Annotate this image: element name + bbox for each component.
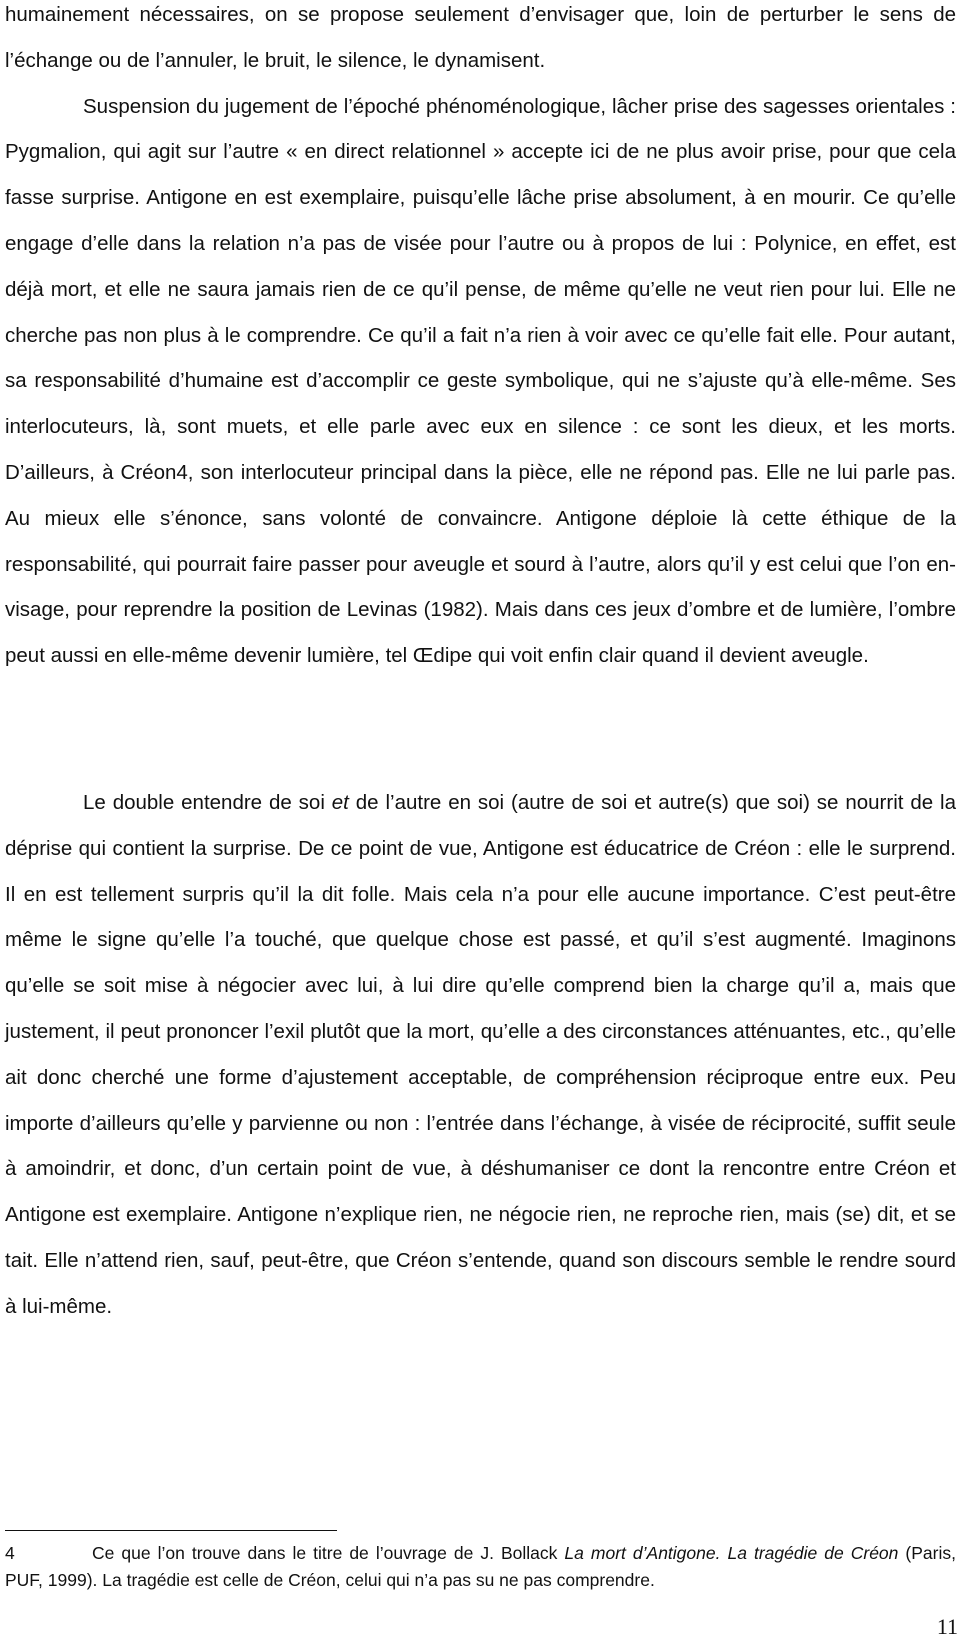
paragraph-2-part-2: de l’autre en soi (autre de soi et autre(s) que soi) se nourrit de la déprise qui contient la surprise. De ce point de vue, Antigone est éducatrice de Créon : elle le surprend. Il en est tellement surpris qu’il la dit folle. Mais cela n’a pour elle aucune importance. C’est peut-être même le signe qu’elle l’a touché, que quelque chose est passé, et qu’il s’est augmenté. Imaginons qu’elle se soit mise à négocier avec lui, à lui dire qu’elle comprend bien la charge qu’il a, mais que justement, il peut prononcer l’exil plutôt que la mort, qu’elle a des circonstances atténuantes, etc., qu’elle ait donc cherché une forme d’ajustement acceptable, de compréhension réciproque entre eux. Peu importe d’ailleurs qu’elle y parvienne ou non : l’entrée dans l’échange, à visée de réciprocité, suffit seule à amoindrir, et donc, d’un certain point de vue, à déshumaniser ce dont la rencontre entre Créon et Antigone est exemplaire. Antigone n’explique rien, ne négocie rien, ne reproche rien, mais (se) dit, et se tait. Elle n’attend rien, sauf, peut-être, que Créon s’entende, quand son discours semble le rendre sourd à lui-même. [5, 791, 956, 1318]
footnote [5, 1540, 956, 1594]
paragraph-1-body [5, 84, 956, 679]
paragraph-2-emphasis: et [331, 791, 349, 814]
paragraph-1-lead [5, 0, 956, 84]
page-number: 11 [936, 1614, 958, 1639]
paragraph-2-part-1: Le double entendre de soi [83, 791, 332, 814]
paragraph-2 [5, 780, 956, 1330]
paragraph-1-text-after-note: , son interlocuteur principal dans la pièce, elle ne répond pas. Elle ne lui parle pas. Au mieux elle s’énonce, sans volonté de convaincre. Antigone déploie là cette éthique de la responsabilité, qui pourrait faire passer pour aveugle et sourd à l’autre, alors qu’il y est celui que l’on en-visage, pour reprendre la position de Levinas (1982). Mais dans ces jeux d’ombre et de lumière, l’ombre peut aussi en elle-même devenir lumière, tel Œdipe qui voit enfin clair quand il devient aveugle. [5, 460, 957, 668]
footnote-text-after: (Paris, PUF, 1999). La tragédie est celle de Créon, celui qui n’a pas su ne pas comprendre. [5, 1543, 956, 1590]
footnote-separator [5, 1530, 337, 1531]
footnote-book-title: La mort d’Antigone. La tragédie de Créon [564, 1543, 899, 1563]
footnote-text-before: Ce que l’on trouve dans le titre de l’ouvrage de J. Bollack [92, 1543, 565, 1563]
paragraph-1-text-before-note: Suspension du jugement de l’époché phénoménologique, lâcher prise des sagesses orientales : Pygmalion, qui agit sur l’autre « en direct relationnel » accepte ici de ne plus avoir prise, pour que cela fasse surprise. Antigone en est exemplaire, puisqu’elle lâche prise absolument, à en mourir. Ce qu’elle engage d’elle dans la relation n’a pas de visée pour l’autre ou à propos de lui : Polynice, en effet, est déjà mort, et elle ne saura jamais rien de ce qu’il pense, de même qu’elle ne veut rien pour lui. Elle ne cherche pas non plus à le comprendre. Ce qu’il a fait n’a rien à voir avec ce qu’elle fait elle. Pour autant, sa responsabilité d’humaine est d’accomplir ce geste symbolique, qui ne s’ajuste qu’à elle-même. Ses interlocuteurs, là, sont muets, et elle parle avec eux en silence : ce sont les dieux, et les morts. D’ailleurs, à Créon [5, 94, 956, 484]
footnote-number: 4 [5, 1543, 15, 1563]
paragraph-1-lead-text: humainement nécessaires, on se propose seulement d’envisager que, loin de perturber le sens de l’échange ou de l’annuler, le bruit, le silence, le dynamisent. [5, 3, 956, 72]
footnote-reference[interactable]: 4 [176, 460, 188, 484]
paragraph-1 [5, 0, 956, 679]
paragraph-2-body [5, 780, 956, 1330]
